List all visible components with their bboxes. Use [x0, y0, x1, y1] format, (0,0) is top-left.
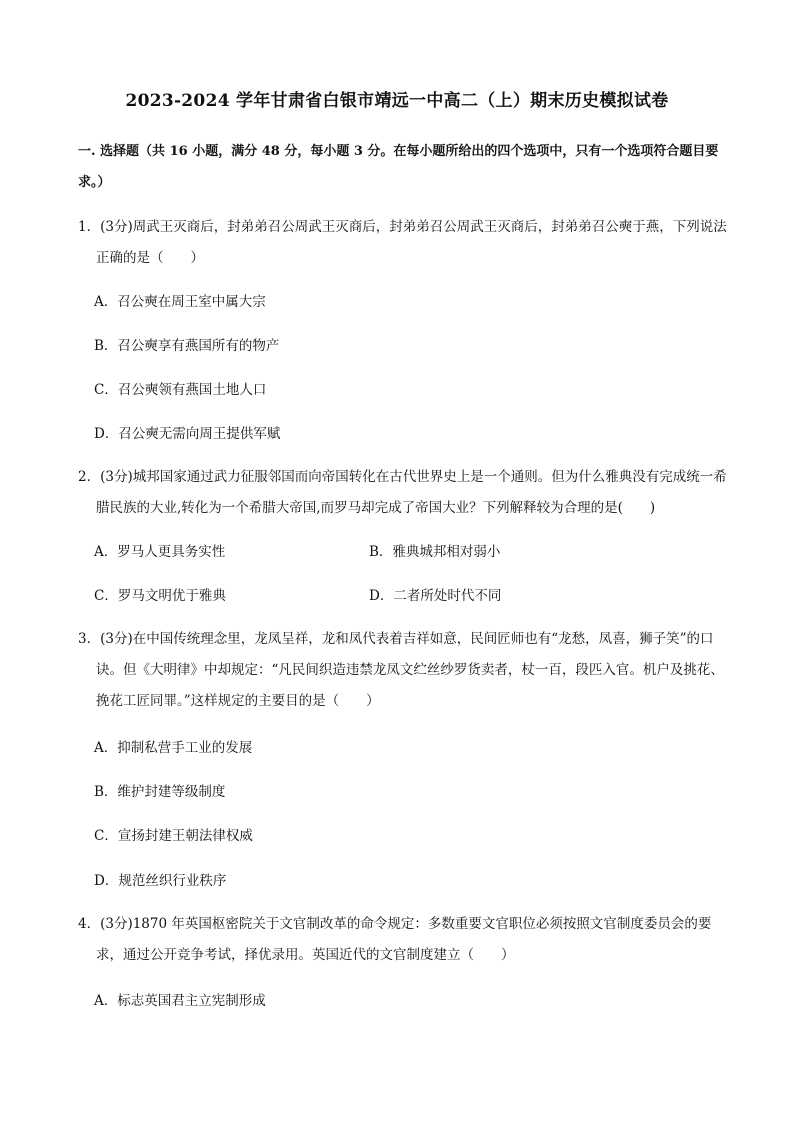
question-1-text: 周武王灭商后，封弟弟召公周武王灭商后，封弟弟召公周武王灭商后，封弟弟召公奭于燕，下列说法正确的是（ ）	[96, 219, 727, 266]
question-2-option-c[interactable]: C．罗马文明优于雅典	[94, 588, 226, 604]
question-3-stem	[78, 624, 728, 717]
question-4-stem	[78, 909, 728, 971]
question-3-option-a[interactable]: A．抑制私营手工业的发展	[94, 740, 253, 756]
question-4	[78, 909, 728, 971]
question-1-option-c[interactable]: C．召公奭领有燕国土地人口	[94, 382, 267, 398]
question-2	[78, 462, 728, 524]
question-2-option-d[interactable]: D．二者所处时代不同	[369, 588, 502, 604]
question-3	[78, 624, 728, 717]
question-4-number: 4．(3分)	[78, 916, 133, 932]
page-title: 2023-2024 学年甘肃省白银市靖远一中高二（上）期末历史模拟试卷	[125, 91, 669, 111]
question-3-option-c[interactable]: C．宣扬封建王朝法律权威	[94, 828, 253, 844]
question-2-stem	[78, 462, 728, 524]
question-3-number: 3．(3分)	[78, 631, 133, 647]
question-3-option-d[interactable]: D．规范丝织行业秩序	[94, 873, 227, 889]
question-1-option-d[interactable]: D．召公奭无需向周王提供军赋	[94, 426, 281, 442]
section-header: 一. 选择题（共 16 小题，满分 48 分，每小题 3 分。在每小题所给出的四个选项中，只有一个选项符合题目要求。）	[78, 144, 719, 190]
question-1-stem	[78, 212, 728, 274]
question-1	[78, 212, 728, 274]
question-1-number: 1．(3分)	[78, 219, 133, 235]
question-2-option-a[interactable]: A．罗马人更具务实性	[94, 544, 226, 560]
question-1-option-b[interactable]: B．召公奭享有燕国所有的物产	[94, 338, 280, 354]
question-3-text: 在中国传统理念里，龙凤呈祥，龙和凤代表着吉祥如意，民间匠师也有“龙愁，凤喜，狮子笑”的口诀。但《大明律》中却规定：“凡民间织造违禁龙凤文纻丝纱罗货卖者，杖一百，段匹入官。机户及挑花、挽花工匠同罪。”这样规定的主要目的是（ ）	[96, 631, 724, 709]
question-3-option-b[interactable]: B．维护封建等级制度	[94, 784, 226, 800]
question-2-number: 2．(3分)	[78, 469, 133, 485]
question-2-option-b[interactable]: B．雅典城邦相对弱小	[369, 544, 501, 560]
question-4-text: 1870 年英国枢密院关于文官制改革的命令规定：多数重要文官职位必须按照文官制度委员会的要求，通过公开竞争考试，择优录用。英国近代的文官制度建立（ ）	[96, 916, 712, 963]
question-1-option-a[interactable]: A．召公奭在周王室中属大宗	[94, 294, 266, 310]
question-2-text: 城邦国家通过武力征服邻国而向帝国转化在古代世界史上是一个通则。但为什么雅典没有完成统一希腊民族的大业,转化为一个希腊大帝国,而罗马却完成了帝国大业？下列解释较为合理的是( )	[96, 469, 727, 516]
question-4-option-a[interactable]: A．标志英国君主立宪制形成	[94, 993, 266, 1009]
